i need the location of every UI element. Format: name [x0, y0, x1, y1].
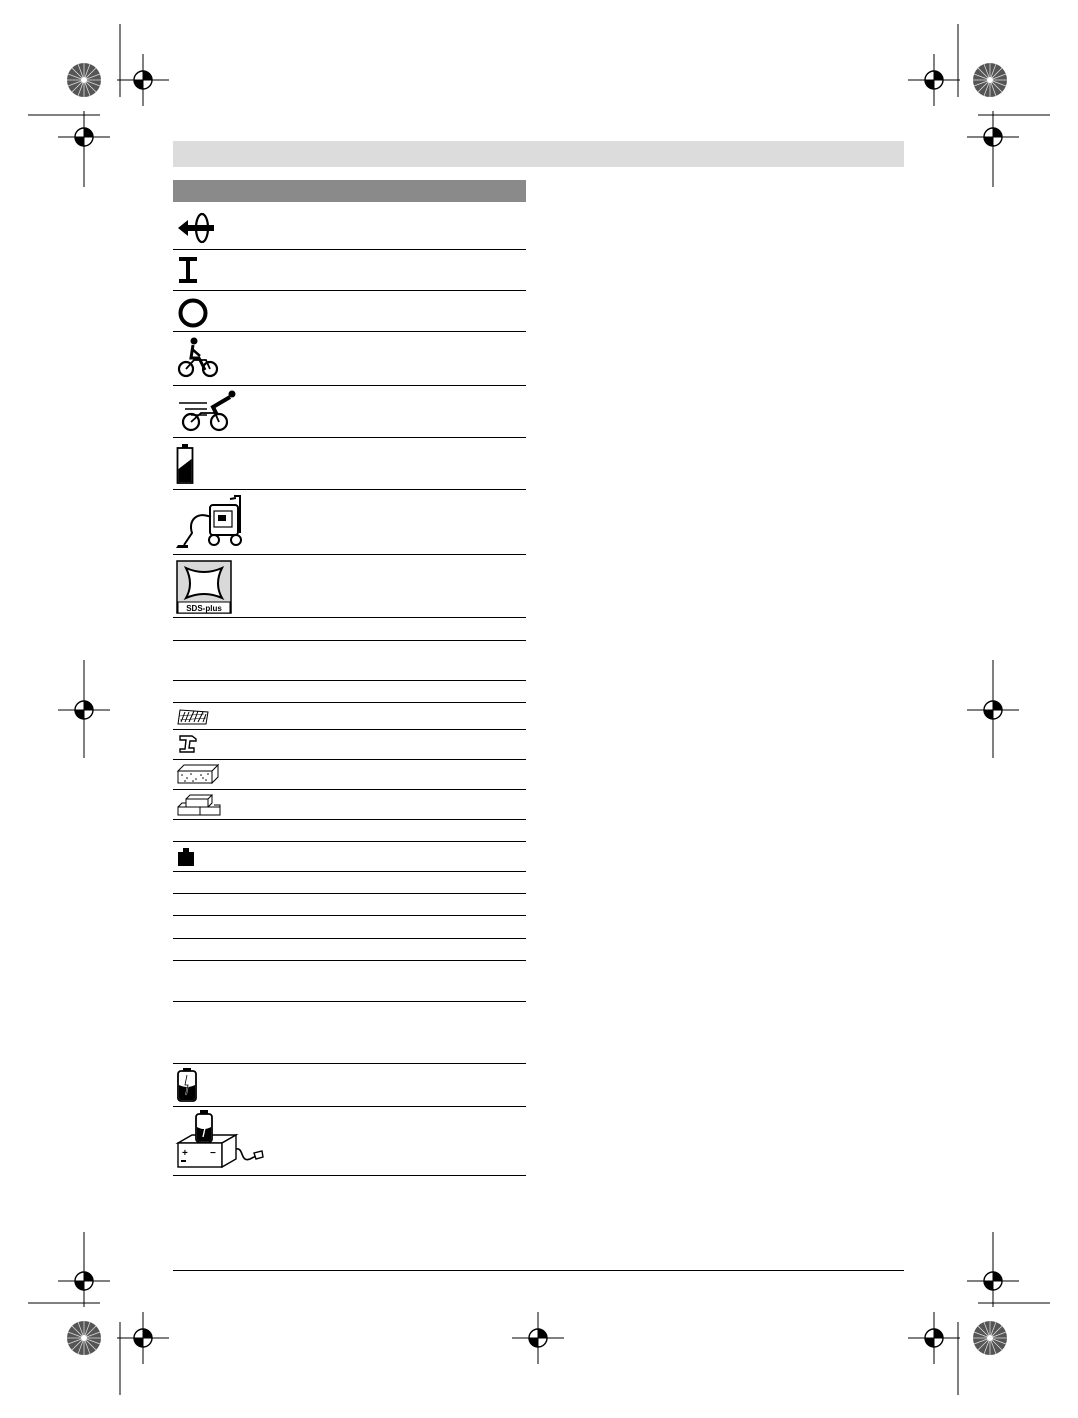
- cyclist-fast-icon: [177, 389, 239, 433]
- crop-mark-bottom-right: [908, 1232, 1050, 1395]
- sds-plus-chuck-icon: [176, 560, 232, 614]
- symbol-table-header: [173, 180, 526, 202]
- concrete-material-icon: [176, 763, 220, 785]
- weight-icon: [177, 847, 195, 867]
- page-footer-rule: [173, 1270, 904, 1271]
- charger-icon: [174, 1109, 266, 1173]
- crop-mark-bottom-center: [512, 1312, 564, 1364]
- battery-level-icon: [176, 443, 194, 485]
- wood-material-icon: [176, 706, 210, 726]
- charger-minus-label: −: [210, 1148, 216, 1159]
- cyclist-slow-icon: [177, 336, 221, 380]
- rotation-direction-icon: [176, 210, 216, 246]
- vacuum-cleaner-icon: [174, 493, 244, 553]
- masonry-material-icon: [176, 793, 222, 817]
- crop-mark-top-right: [908, 24, 1050, 187]
- battery-warning-icon: [176, 1067, 198, 1103]
- crop-mark-mid-right: [967, 660, 1019, 758]
- crop-mark-bottom-left: [28, 1232, 169, 1395]
- on-position-icon: [178, 256, 198, 284]
- crop-mark-mid-left: [58, 660, 110, 758]
- off-position-icon: [177, 297, 209, 329]
- steel-beam-material-icon: [178, 734, 198, 754]
- page-header-bar: [173, 141, 904, 167]
- charger-plus-label: +: [182, 1148, 188, 1159]
- crop-mark-top-left: [28, 24, 169, 187]
- sds-plus-label: SDS-plus: [186, 604, 222, 613]
